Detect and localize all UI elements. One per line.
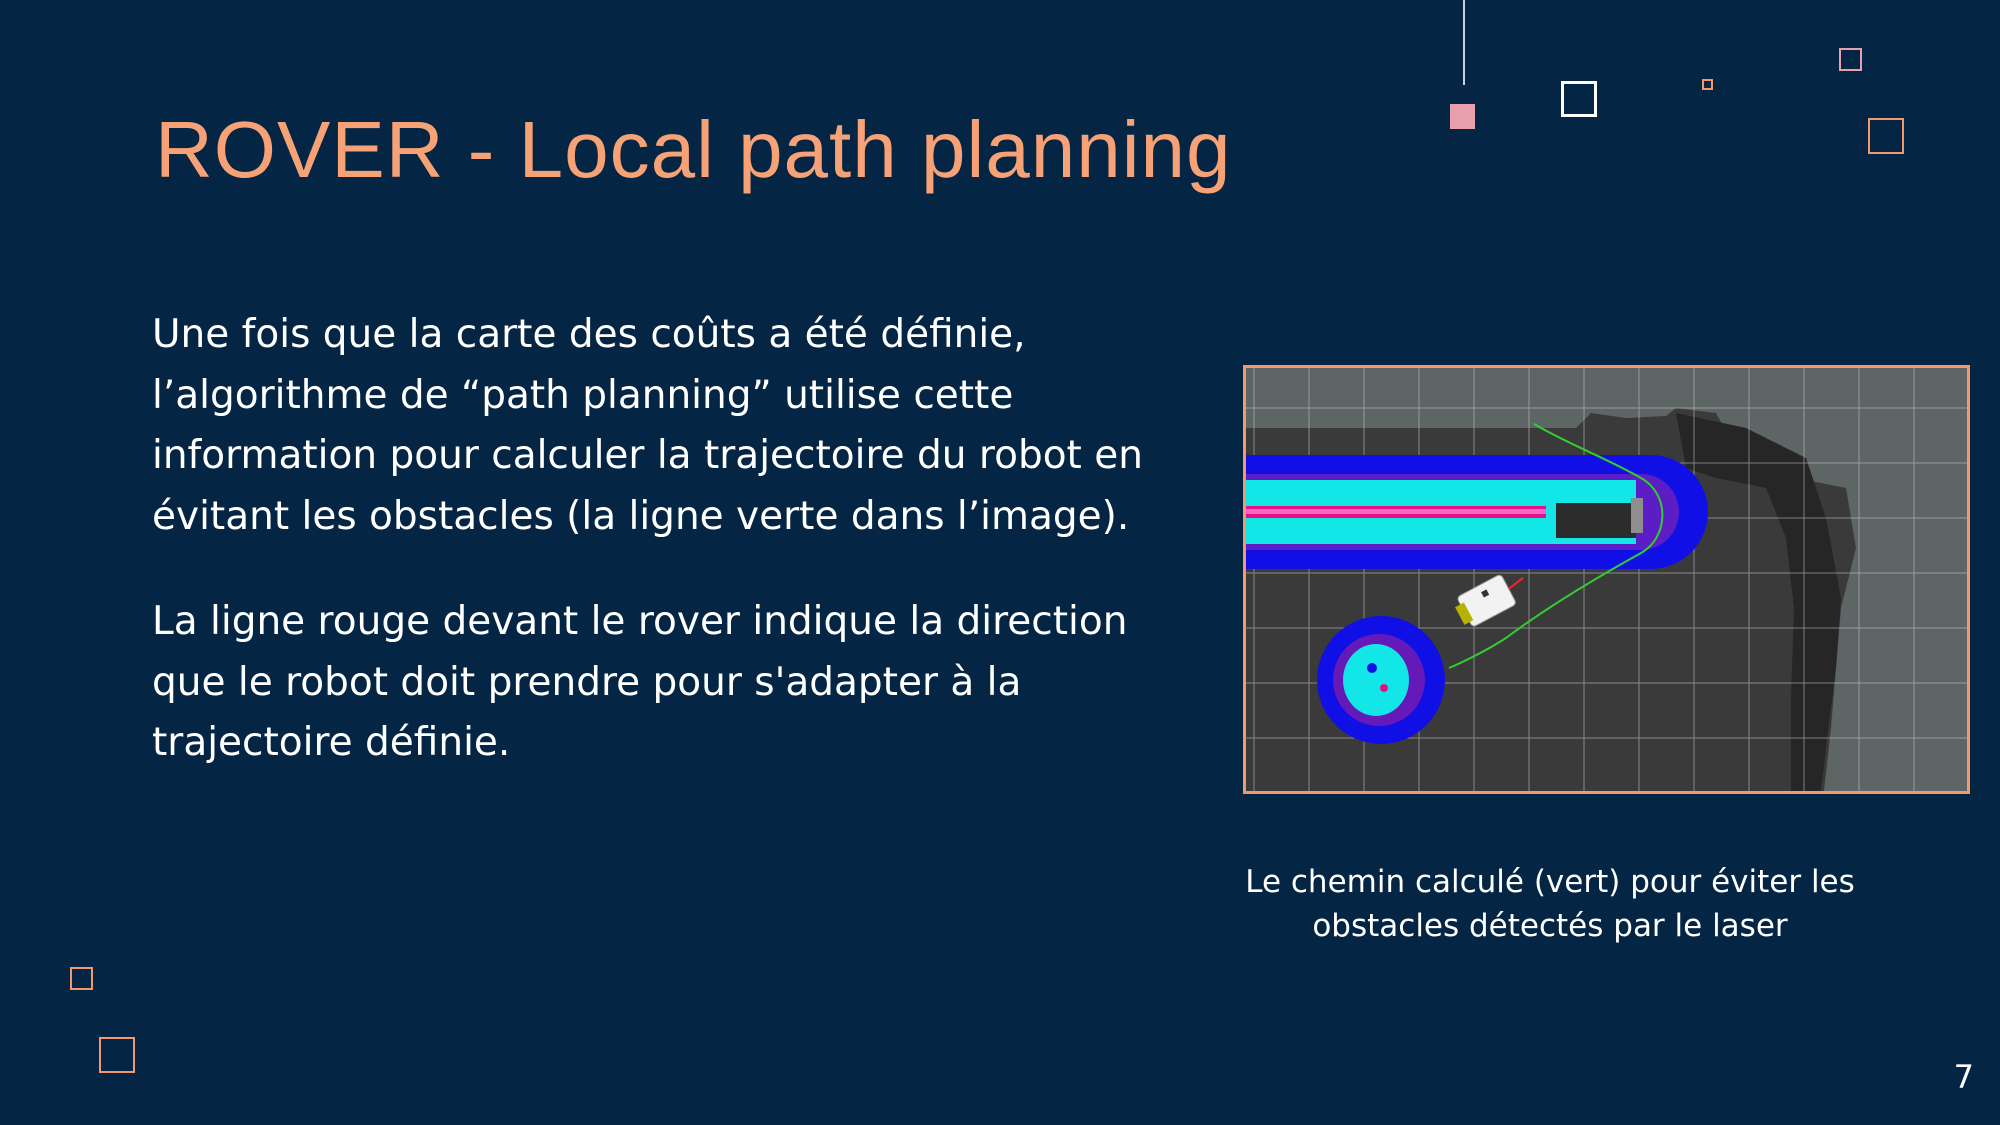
decor-small-square-bottom-left: [70, 967, 93, 990]
decor-hanging-line: [1463, 0, 1465, 85]
slide-body: [152, 305, 1152, 819]
paragraph-path-planning: Une fois que la carte des coûts a été définie, l’algorithme de “path planning” utilise cette information pour calculer la trajectoire du robot en évitant les obstacles (la ligne verte dans l’image).: [152, 312, 1143, 539]
costmap-figure: [1243, 365, 1970, 794]
caption-line-1: Le chemin calculé (vert) pour éviter les: [1245, 864, 1855, 900]
decor-small-square-top-right: [1839, 48, 1862, 71]
costmap-image: [1246, 368, 1967, 791]
decor-square-top-right: [1868, 118, 1904, 154]
page-number: 7: [1953, 1058, 1974, 1096]
caption-line-2: obstacles détectés par le laser: [1312, 908, 1788, 944]
paragraph-red-line: La ligne rouge devant le rover indique la direction que le robot doit prendre pour s'adapter à la trajectoire définie.: [152, 599, 1128, 765]
decor-square-bottom-left: [99, 1037, 135, 1073]
decor-tiny-square: [1702, 79, 1713, 90]
figure-caption: [1200, 860, 1900, 948]
slide-title: ROVER - Local path planning: [155, 105, 1232, 194]
decor-white-square: [1561, 81, 1597, 117]
decor-pink-square: [1450, 104, 1475, 129]
